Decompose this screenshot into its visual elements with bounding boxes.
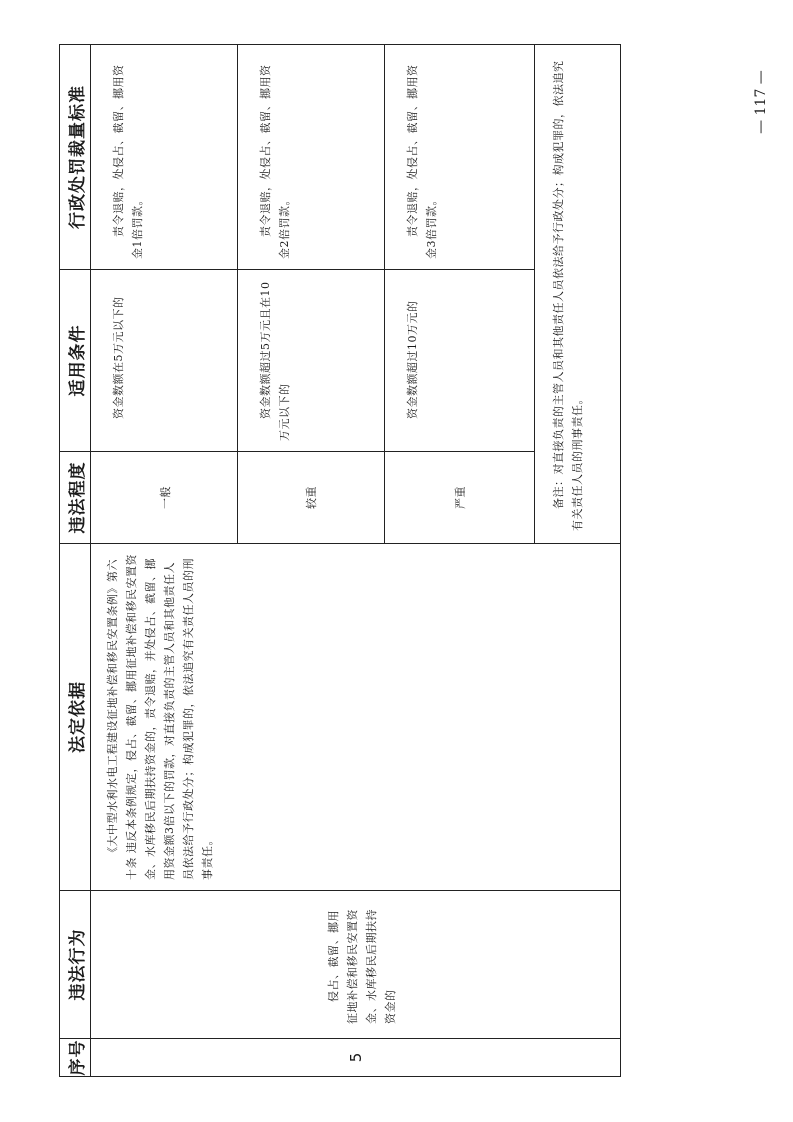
row-behavior-cell bbox=[91, 891, 621, 1039]
level-label-2: 较重 bbox=[305, 486, 319, 509]
rotated-table-sheet bbox=[59, 45, 621, 1077]
standard-cell-1 bbox=[91, 45, 238, 270]
condition-text-1: 资金数额在5万元以下的 bbox=[112, 296, 125, 419]
standard-text-2: 责令退赔，处侵占、截留、挪用资金2倍罚款。 bbox=[259, 64, 292, 259]
level-label-1: 一般 bbox=[158, 486, 172, 509]
page-number bbox=[746, 62, 776, 142]
page-number-text: — 117 — bbox=[753, 70, 769, 134]
header-level: 违法程度 bbox=[60, 452, 91, 544]
condition-cell-2 bbox=[238, 270, 384, 452]
condition-text-3: 资金数额超过10万元的 bbox=[405, 300, 419, 419]
level-label-3: 严重 bbox=[453, 486, 467, 509]
standard-cell-3 bbox=[384, 45, 534, 270]
table-row bbox=[91, 45, 238, 1077]
note-text: 备注：对直接负责的主管人员和其他责任人员依法给予行政处分；构成犯罪的，依法追究有关责任人员的刑事责任。 bbox=[551, 60, 584, 531]
header-seq: 序号 bbox=[60, 1039, 91, 1077]
standard-cell-2 bbox=[238, 45, 384, 270]
condition-text-2: 资金数额超过5万元且在10万元以下的 bbox=[259, 281, 292, 441]
note-cell bbox=[534, 45, 620, 544]
row-seq-number: 5 bbox=[91, 1039, 621, 1077]
level-cell-1 bbox=[91, 452, 238, 544]
standard-text-3: 责令退赔，处侵占、截留、挪用资金3倍罚款。 bbox=[405, 64, 438, 259]
condition-cell-3 bbox=[384, 270, 534, 452]
penalty-standard-table bbox=[59, 44, 621, 1077]
level-cell-3 bbox=[384, 452, 534, 544]
row-behavior-text: 侵占、截留、挪用征地补偿和移民安置资金、水库移民后期扶持资金的 bbox=[326, 909, 397, 1024]
table-header-row bbox=[60, 45, 91, 1077]
header-standard: 行政处罚裁量标准 bbox=[60, 45, 91, 270]
standard-text-1: 责令退赔，处侵占、截留、挪用资金1倍罚款。 bbox=[112, 64, 144, 259]
row-basis-text: 《大中型水利水电工程建设征地补偿和移民安置条例》第六十条 违反本条例规定，侵占、截留、挪用征地补偿和移民安置资金、水库移民后期扶持资金的，责令退赔，并处侵占、截留、挪用资金额3倍以下的罚款，对直接负责的主管人员和其他责任人员依法给予行政处分；构成犯罪的，依法追究有关责任人员的刑事责任。 bbox=[106, 554, 214, 880]
header-condition: 适用条件 bbox=[60, 270, 91, 452]
level-cell-2 bbox=[238, 452, 384, 544]
row-basis-cell bbox=[91, 544, 621, 891]
condition-cell-1 bbox=[91, 270, 238, 452]
header-basis: 法定依据 bbox=[60, 544, 91, 891]
header-behavior: 违法行为 bbox=[60, 891, 91, 1039]
